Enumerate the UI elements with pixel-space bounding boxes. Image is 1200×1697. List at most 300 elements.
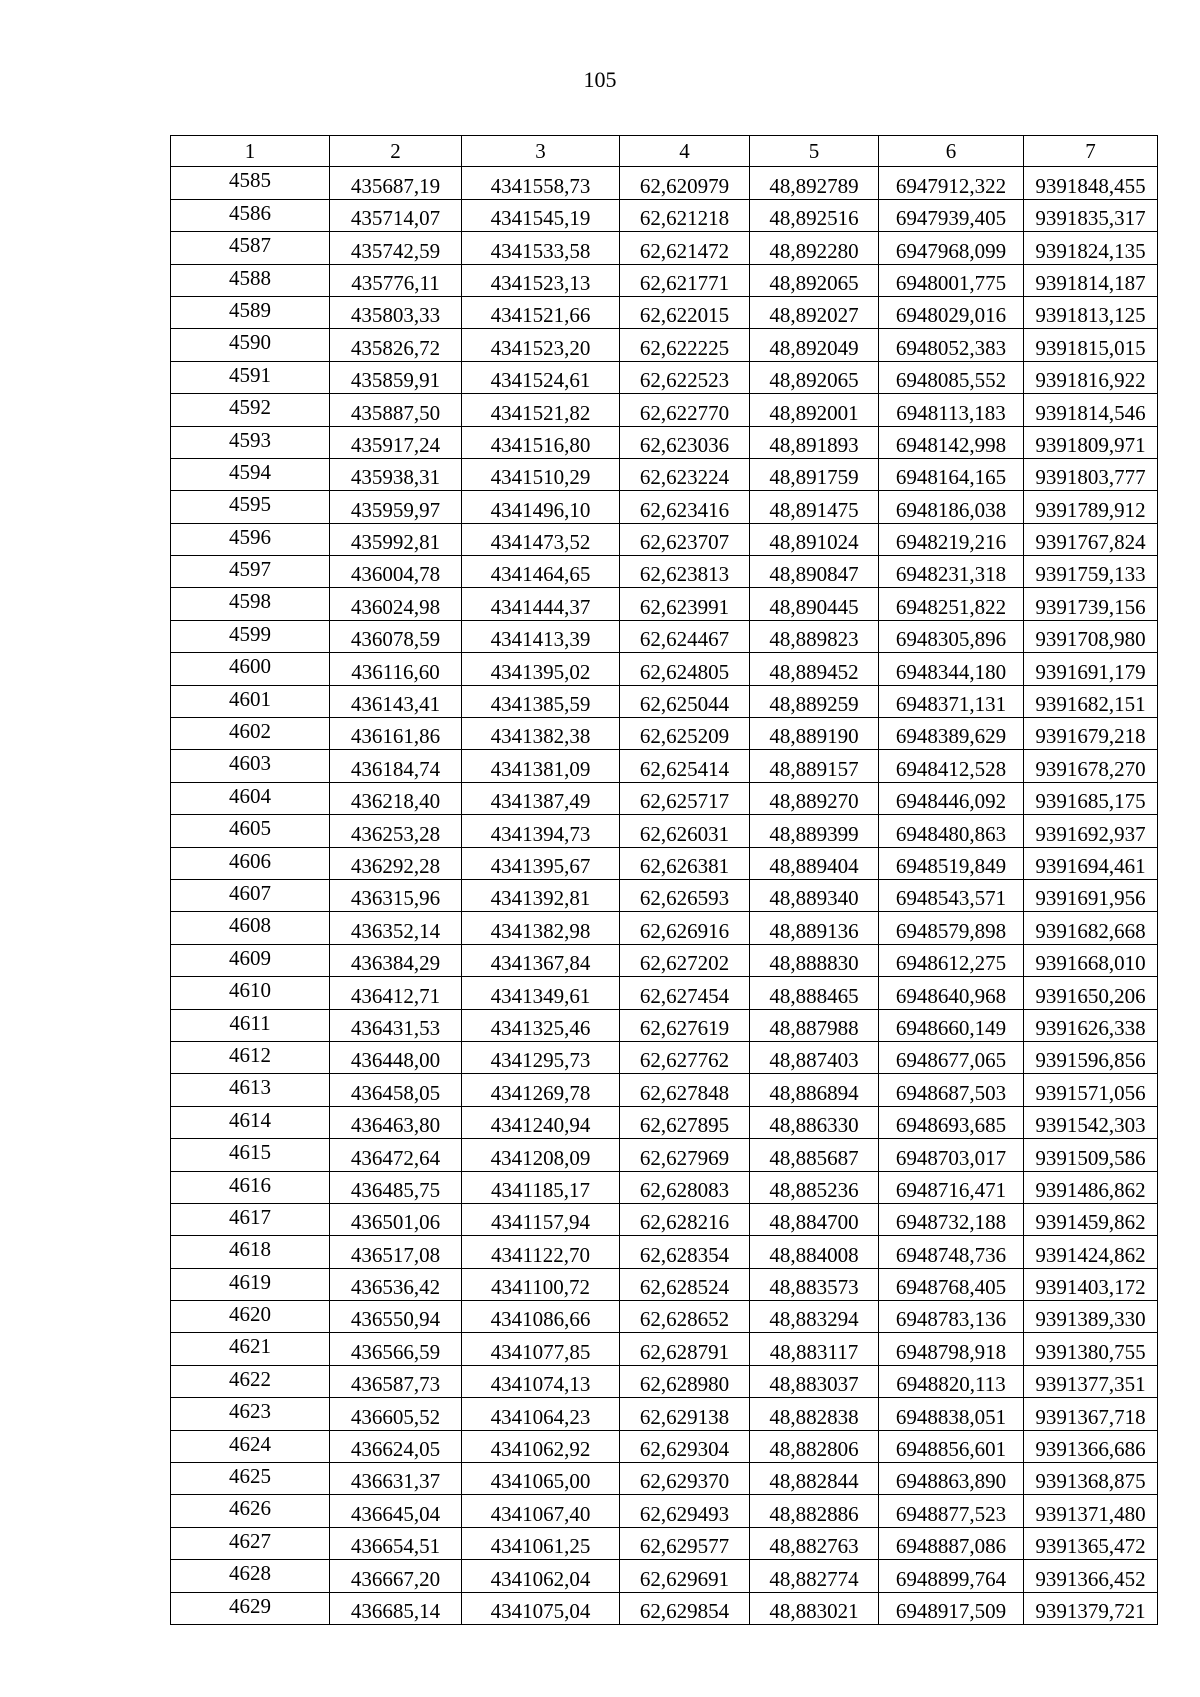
table-cell: 62,629691 — [620, 1560, 750, 1592]
table-cell: 62,626381 — [620, 847, 750, 879]
table-cell: 9391813,125 — [1024, 296, 1158, 328]
table-cell: 4341523,13 — [462, 264, 620, 296]
table-cell: 436384,29 — [330, 944, 462, 976]
table-row — [171, 653, 1158, 685]
table-cell: 6948687,503 — [879, 1074, 1024, 1106]
table-cell: 4341064,23 — [462, 1398, 620, 1430]
table-cell: 436485,75 — [330, 1171, 462, 1203]
table-cell: 4341240,94 — [462, 1106, 620, 1138]
table-cell: 48,882806 — [750, 1430, 879, 1462]
table-cell: 62,628216 — [620, 1203, 750, 1235]
table-cell: 62,629138 — [620, 1398, 750, 1430]
table-cell: 4595 — [171, 491, 330, 523]
table-cell: 48,889270 — [750, 782, 879, 814]
table-cell: 436463,80 — [330, 1106, 462, 1138]
table-cell: 436004,78 — [330, 556, 462, 588]
table-cell: 48,889404 — [750, 847, 879, 879]
table-row — [171, 426, 1158, 458]
table-cell: 4341382,38 — [462, 718, 620, 750]
table-row — [171, 523, 1158, 555]
table-cell: 48,889259 — [750, 685, 879, 717]
table-cell: 4341473,52 — [462, 523, 620, 555]
table-cell: 4605 — [171, 815, 330, 847]
table-cell: 435938,31 — [330, 458, 462, 490]
table-cell: 4613 — [171, 1074, 330, 1106]
table-cell: 436654,51 — [330, 1527, 462, 1559]
table-cell: 6948142,998 — [879, 426, 1024, 458]
table-cell: 62,621472 — [620, 232, 750, 264]
table-cell: 4341521,66 — [462, 296, 620, 328]
table-cell: 436566,59 — [330, 1333, 462, 1365]
table-cell: 9391650,206 — [1024, 977, 1158, 1009]
table-row — [171, 1527, 1158, 1559]
table-cell: 6948703,017 — [879, 1139, 1024, 1171]
table-cell: 4341077,85 — [462, 1333, 620, 1365]
table-cell: 48,889823 — [750, 620, 879, 652]
table-cell: 4341349,61 — [462, 977, 620, 1009]
table-cell: 436605,52 — [330, 1398, 462, 1430]
table-cell: 48,883573 — [750, 1268, 879, 1300]
table-cell: 9391380,755 — [1024, 1333, 1158, 1365]
table-cell: 9391692,937 — [1024, 815, 1158, 847]
table-cell: 4611 — [171, 1009, 330, 1041]
table-cell: 6948231,318 — [879, 556, 1024, 588]
table-cell: 436448,00 — [330, 1041, 462, 1073]
table-cell: 6948412,528 — [879, 750, 1024, 782]
table-cell: 62,625209 — [620, 718, 750, 750]
table-row — [171, 1365, 1158, 1397]
column-header: 7 — [1024, 136, 1158, 167]
table-row — [171, 1203, 1158, 1235]
table-cell: 435992,81 — [330, 523, 462, 555]
table-cell: 4608 — [171, 912, 330, 944]
table-row — [171, 620, 1158, 652]
table-row — [171, 1171, 1158, 1203]
table-cell: 9391486,862 — [1024, 1171, 1158, 1203]
table-cell: 4603 — [171, 750, 330, 782]
table-cell: 62,624805 — [620, 653, 750, 685]
table-cell: 48,883294 — [750, 1301, 879, 1333]
table-cell: 62,627762 — [620, 1041, 750, 1073]
table-row — [171, 944, 1158, 976]
table-cell: 6947912,322 — [879, 167, 1024, 199]
table-cell: 4596 — [171, 523, 330, 555]
table-cell: 62,627895 — [620, 1106, 750, 1138]
table-cell: 4341269,78 — [462, 1074, 620, 1106]
table-cell: 6948186,038 — [879, 491, 1024, 523]
table-cell: 62,629304 — [620, 1430, 750, 1462]
table-cell: 4594 — [171, 458, 330, 490]
table-cell: 4341558,73 — [462, 167, 620, 199]
table-cell: 6948732,188 — [879, 1203, 1024, 1235]
table-cell: 62,622770 — [620, 394, 750, 426]
table-cell: 9391377,351 — [1024, 1365, 1158, 1397]
table-cell: 48,889340 — [750, 879, 879, 911]
table-cell: 4623 — [171, 1398, 330, 1430]
table-cell: 4617 — [171, 1203, 330, 1235]
table-cell: 4341367,84 — [462, 944, 620, 976]
table-cell: 48,889136 — [750, 912, 879, 944]
table-cell: 9391365,472 — [1024, 1527, 1158, 1559]
table-cell: 48,891893 — [750, 426, 879, 458]
table-cell: 4593 — [171, 426, 330, 458]
table-cell: 48,883021 — [750, 1592, 879, 1624]
table-cell: 6948052,383 — [879, 329, 1024, 361]
table-cell: 9391824,135 — [1024, 232, 1158, 264]
table-cell: 436472,64 — [330, 1139, 462, 1171]
table-cell: 62,623036 — [620, 426, 750, 458]
table-cell: 6948389,629 — [879, 718, 1024, 750]
table-cell: 6948085,552 — [879, 361, 1024, 393]
table-cell: 436253,28 — [330, 815, 462, 847]
table-cell: 62,628354 — [620, 1236, 750, 1268]
table-row — [171, 1560, 1158, 1592]
table-cell: 436024,98 — [330, 588, 462, 620]
table-cell: 6948716,471 — [879, 1171, 1024, 1203]
table-cell: 6948113,183 — [879, 394, 1024, 426]
table-cell: 435859,91 — [330, 361, 462, 393]
table-cell: 436161,86 — [330, 718, 462, 750]
table-cell: 4341395,67 — [462, 847, 620, 879]
table-cell: 9391803,777 — [1024, 458, 1158, 490]
table-cell: 62,629493 — [620, 1495, 750, 1527]
column-header: 4 — [620, 136, 750, 167]
table-cell: 436550,94 — [330, 1301, 462, 1333]
table-cell: 48,882838 — [750, 1398, 879, 1430]
table-cell: 9391366,686 — [1024, 1430, 1158, 1462]
table-cell: 6948660,149 — [879, 1009, 1024, 1041]
table-cell: 9391708,980 — [1024, 620, 1158, 652]
table-cell: 435742,59 — [330, 232, 462, 264]
table-cell: 48,888830 — [750, 944, 879, 976]
table-cell: 6948838,051 — [879, 1398, 1024, 1430]
table-row — [171, 1106, 1158, 1138]
table-cell: 436667,20 — [330, 1560, 462, 1592]
table-cell: 6948219,216 — [879, 523, 1024, 555]
table-cell: 4341524,61 — [462, 361, 620, 393]
table-row — [171, 588, 1158, 620]
table-cell: 6948001,775 — [879, 264, 1024, 296]
table-row — [171, 361, 1158, 393]
table-cell: 4341413,39 — [462, 620, 620, 652]
table-cell: 6948251,822 — [879, 588, 1024, 620]
table-cell: 4615 — [171, 1139, 330, 1171]
column-header: 5 — [750, 136, 879, 167]
table-row — [171, 685, 1158, 717]
table-cell: 4597 — [171, 556, 330, 588]
table-cell: 436587,73 — [330, 1365, 462, 1397]
table-row — [171, 458, 1158, 490]
table-cell: 6948029,016 — [879, 296, 1024, 328]
table-row — [171, 1041, 1158, 1073]
table-cell: 6948693,685 — [879, 1106, 1024, 1138]
table-cell: 4586 — [171, 199, 330, 231]
table-row — [171, 750, 1158, 782]
table-cell: 4628 — [171, 1560, 330, 1592]
table-row — [171, 1301, 1158, 1333]
table-row — [171, 167, 1158, 199]
table-cell: 48,887403 — [750, 1041, 879, 1073]
table-cell: 4616 — [171, 1171, 330, 1203]
table-cell: 4341521,82 — [462, 394, 620, 426]
table-row — [171, 718, 1158, 750]
table-cell: 62,626916 — [620, 912, 750, 944]
table-cell: 4341100,72 — [462, 1268, 620, 1300]
table-row — [171, 1592, 1158, 1624]
column-header: 3 — [462, 136, 620, 167]
table-cell: 4341074,13 — [462, 1365, 620, 1397]
table-row — [171, 264, 1158, 296]
table-cell: 436315,96 — [330, 879, 462, 911]
table-cell: 48,885236 — [750, 1171, 879, 1203]
table-cell: 6947939,405 — [879, 199, 1024, 231]
table-cell: 4619 — [171, 1268, 330, 1300]
table-cell: 4341496,10 — [462, 491, 620, 523]
table-cell: 62,623416 — [620, 491, 750, 523]
table-cell: 9391596,856 — [1024, 1041, 1158, 1073]
table-cell: 48,892065 — [750, 361, 879, 393]
table-cell: 9391679,218 — [1024, 718, 1158, 750]
table-cell: 48,890445 — [750, 588, 879, 620]
table-cell: 4620 — [171, 1301, 330, 1333]
table-cell: 6948917,509 — [879, 1592, 1024, 1624]
table-cell: 436458,05 — [330, 1074, 462, 1106]
table-cell: 48,892065 — [750, 264, 879, 296]
table-cell: 4609 — [171, 944, 330, 976]
table-cell: 48,892789 — [750, 167, 879, 199]
table-row — [171, 912, 1158, 944]
table-cell: 9391459,862 — [1024, 1203, 1158, 1235]
table-cell: 9391694,461 — [1024, 847, 1158, 879]
table-cell: 6948863,890 — [879, 1463, 1024, 1495]
column-header: 1 — [171, 136, 330, 167]
table-cell: 4588 — [171, 264, 330, 296]
table-cell: 48,892280 — [750, 232, 879, 264]
table-cell: 435803,33 — [330, 296, 462, 328]
table-cell: 62,623991 — [620, 588, 750, 620]
table-cell: 4585 — [171, 167, 330, 199]
table-cell: 4621 — [171, 1333, 330, 1365]
table-cell: 4341387,49 — [462, 782, 620, 814]
table-cell: 62,627969 — [620, 1139, 750, 1171]
table-cell: 4341086,66 — [462, 1301, 620, 1333]
table-cell: 6948640,968 — [879, 977, 1024, 1009]
table-cell: 4341065,00 — [462, 1463, 620, 1495]
table-cell: 4625 — [171, 1463, 330, 1495]
table-cell: 62,627454 — [620, 977, 750, 1009]
table-cell: 62,624467 — [620, 620, 750, 652]
table-cell: 435687,19 — [330, 167, 462, 199]
table-cell: 48,892001 — [750, 394, 879, 426]
table-body — [171, 167, 1158, 1625]
table-cell: 6948899,764 — [879, 1560, 1024, 1592]
table-cell: 435714,07 — [330, 199, 462, 231]
table-cell: 6948480,863 — [879, 815, 1024, 847]
table-cell: 436501,06 — [330, 1203, 462, 1235]
table-cell: 48,883037 — [750, 1365, 879, 1397]
table-row — [171, 556, 1158, 588]
table-cell: 9391424,862 — [1024, 1236, 1158, 1268]
table-cell: 4341392,81 — [462, 879, 620, 911]
table-cell: 4591 — [171, 361, 330, 393]
table-cell: 4341122,70 — [462, 1236, 620, 1268]
table-cell: 4341510,29 — [462, 458, 620, 490]
header-row — [171, 136, 1158, 167]
table-cell: 4341385,59 — [462, 685, 620, 717]
table-cell: 6948446,092 — [879, 782, 1024, 814]
table-row — [171, 1333, 1158, 1365]
table-cell: 9391626,338 — [1024, 1009, 1158, 1041]
table-cell: 9391668,010 — [1024, 944, 1158, 976]
table-cell: 9391509,586 — [1024, 1139, 1158, 1171]
table-cell: 9391759,133 — [1024, 556, 1158, 588]
table-cell: 436645,04 — [330, 1495, 462, 1527]
table-cell: 9391814,187 — [1024, 264, 1158, 296]
table-cell: 9391682,151 — [1024, 685, 1158, 717]
table-row — [171, 1463, 1158, 1495]
table-cell: 48,891759 — [750, 458, 879, 490]
table-cell: 4614 — [171, 1106, 330, 1138]
table-cell: 4601 — [171, 685, 330, 717]
table-cell: 4598 — [171, 588, 330, 620]
table-row — [171, 847, 1158, 879]
table-cell: 9391739,156 — [1024, 588, 1158, 620]
table-cell: 6948783,136 — [879, 1301, 1024, 1333]
table-row — [171, 491, 1158, 523]
table-cell: 48,886330 — [750, 1106, 879, 1138]
table-cell: 62,622225 — [620, 329, 750, 361]
table-row — [171, 1430, 1158, 1462]
table-cell: 4341381,09 — [462, 750, 620, 782]
table-cell: 4602 — [171, 718, 330, 750]
table-cell: 4610 — [171, 977, 330, 1009]
table-cell: 435826,72 — [330, 329, 462, 361]
table-cell: 436412,71 — [330, 977, 462, 1009]
table-cell: 436078,59 — [330, 620, 462, 652]
table-cell: 48,890847 — [750, 556, 879, 588]
table-cell: 62,628980 — [620, 1365, 750, 1397]
table-cell: 4341208,09 — [462, 1139, 620, 1171]
table-cell: 9391571,056 — [1024, 1074, 1158, 1106]
table-cell: 48,887988 — [750, 1009, 879, 1041]
table-cell: 436517,08 — [330, 1236, 462, 1268]
page-number: 105 — [583, 67, 617, 92]
table-cell: 4606 — [171, 847, 330, 879]
table-cell: 4627 — [171, 1527, 330, 1559]
table-cell: 62,622523 — [620, 361, 750, 393]
table-cell: 48,888465 — [750, 977, 879, 1009]
table-cell: 4600 — [171, 653, 330, 685]
table-cell: 48,886894 — [750, 1074, 879, 1106]
table-cell: 6948677,065 — [879, 1041, 1024, 1073]
table-cell: 9391691,179 — [1024, 653, 1158, 685]
table-cell: 62,629854 — [620, 1592, 750, 1624]
table-cell: 6948877,523 — [879, 1495, 1024, 1527]
table-cell: 6948305,896 — [879, 620, 1024, 652]
table-cell: 6948748,736 — [879, 1236, 1024, 1268]
table-cell: 62,627848 — [620, 1074, 750, 1106]
table-cell: 9391835,317 — [1024, 199, 1158, 231]
table-cell: 9391815,015 — [1024, 329, 1158, 361]
table-row — [171, 394, 1158, 426]
table-cell: 6948612,275 — [879, 944, 1024, 976]
table-cell: 62,625717 — [620, 782, 750, 814]
table-cell: 9391542,303 — [1024, 1106, 1158, 1138]
table-cell: 4604 — [171, 782, 330, 814]
table-cell: 4624 — [171, 1430, 330, 1462]
table-cell: 436431,53 — [330, 1009, 462, 1041]
table-cell: 62,628524 — [620, 1268, 750, 1300]
table-cell: 435917,24 — [330, 426, 462, 458]
table-cell: 9391678,270 — [1024, 750, 1158, 782]
table-cell: 9391367,718 — [1024, 1398, 1158, 1430]
table-cell: 48,882886 — [750, 1495, 879, 1527]
table-cell: 4341533,58 — [462, 232, 620, 264]
table-cell: 436631,37 — [330, 1463, 462, 1495]
table-cell: 48,889399 — [750, 815, 879, 847]
table-cell: 48,884008 — [750, 1236, 879, 1268]
table-cell: 48,885687 — [750, 1139, 879, 1171]
table-cell: 48,892516 — [750, 199, 879, 231]
table-cell: 62,620979 — [620, 167, 750, 199]
table-cell: 62,621218 — [620, 199, 750, 231]
table-row — [171, 232, 1158, 264]
table-cell: 4341523,20 — [462, 329, 620, 361]
table-cell: 48,884700 — [750, 1203, 879, 1235]
table-cell: 48,891024 — [750, 523, 879, 555]
table-cell: 62,623707 — [620, 523, 750, 555]
table-cell: 6948519,849 — [879, 847, 1024, 879]
table-cell: 6948887,086 — [879, 1527, 1024, 1559]
table-cell: 4587 — [171, 232, 330, 264]
table-cell: 4626 — [171, 1495, 330, 1527]
table-row — [171, 1139, 1158, 1171]
table-row — [171, 329, 1158, 361]
table-cell: 436536,42 — [330, 1268, 462, 1300]
coordinates-table — [170, 135, 1158, 1625]
table-cell: 4612 — [171, 1041, 330, 1073]
table-cell: 6948543,571 — [879, 879, 1024, 911]
table-cell: 436116,60 — [330, 653, 462, 685]
table-cell: 48,891475 — [750, 491, 879, 523]
table-cell: 9391368,875 — [1024, 1463, 1158, 1495]
table-cell: 436352,14 — [330, 912, 462, 944]
table-cell: 6948371,131 — [879, 685, 1024, 717]
table-cell: 62,629577 — [620, 1527, 750, 1559]
table-cell: 62,626593 — [620, 879, 750, 911]
table-cell: 4341062,92 — [462, 1430, 620, 1462]
table-row — [171, 1009, 1158, 1041]
table-cell: 9391809,971 — [1024, 426, 1158, 458]
table-cell: 4622 — [171, 1365, 330, 1397]
table-cell: 48,889190 — [750, 718, 879, 750]
table-cell: 48,882774 — [750, 1560, 879, 1592]
table-cell: 6948344,180 — [879, 653, 1024, 685]
table-cell: 4341444,37 — [462, 588, 620, 620]
table-row — [171, 782, 1158, 814]
table-cell: 9391789,912 — [1024, 491, 1158, 523]
table-cell: 4341061,25 — [462, 1527, 620, 1559]
table-cell: 62,621771 — [620, 264, 750, 296]
table-cell: 9391685,175 — [1024, 782, 1158, 814]
table-cell: 48,889157 — [750, 750, 879, 782]
table-cell: 6948856,601 — [879, 1430, 1024, 1462]
table-row — [171, 1268, 1158, 1300]
table-cell: 48,892049 — [750, 329, 879, 361]
table-cell: 4341067,40 — [462, 1495, 620, 1527]
table-cell: 9391389,330 — [1024, 1301, 1158, 1333]
table-cell: 62,628791 — [620, 1333, 750, 1365]
